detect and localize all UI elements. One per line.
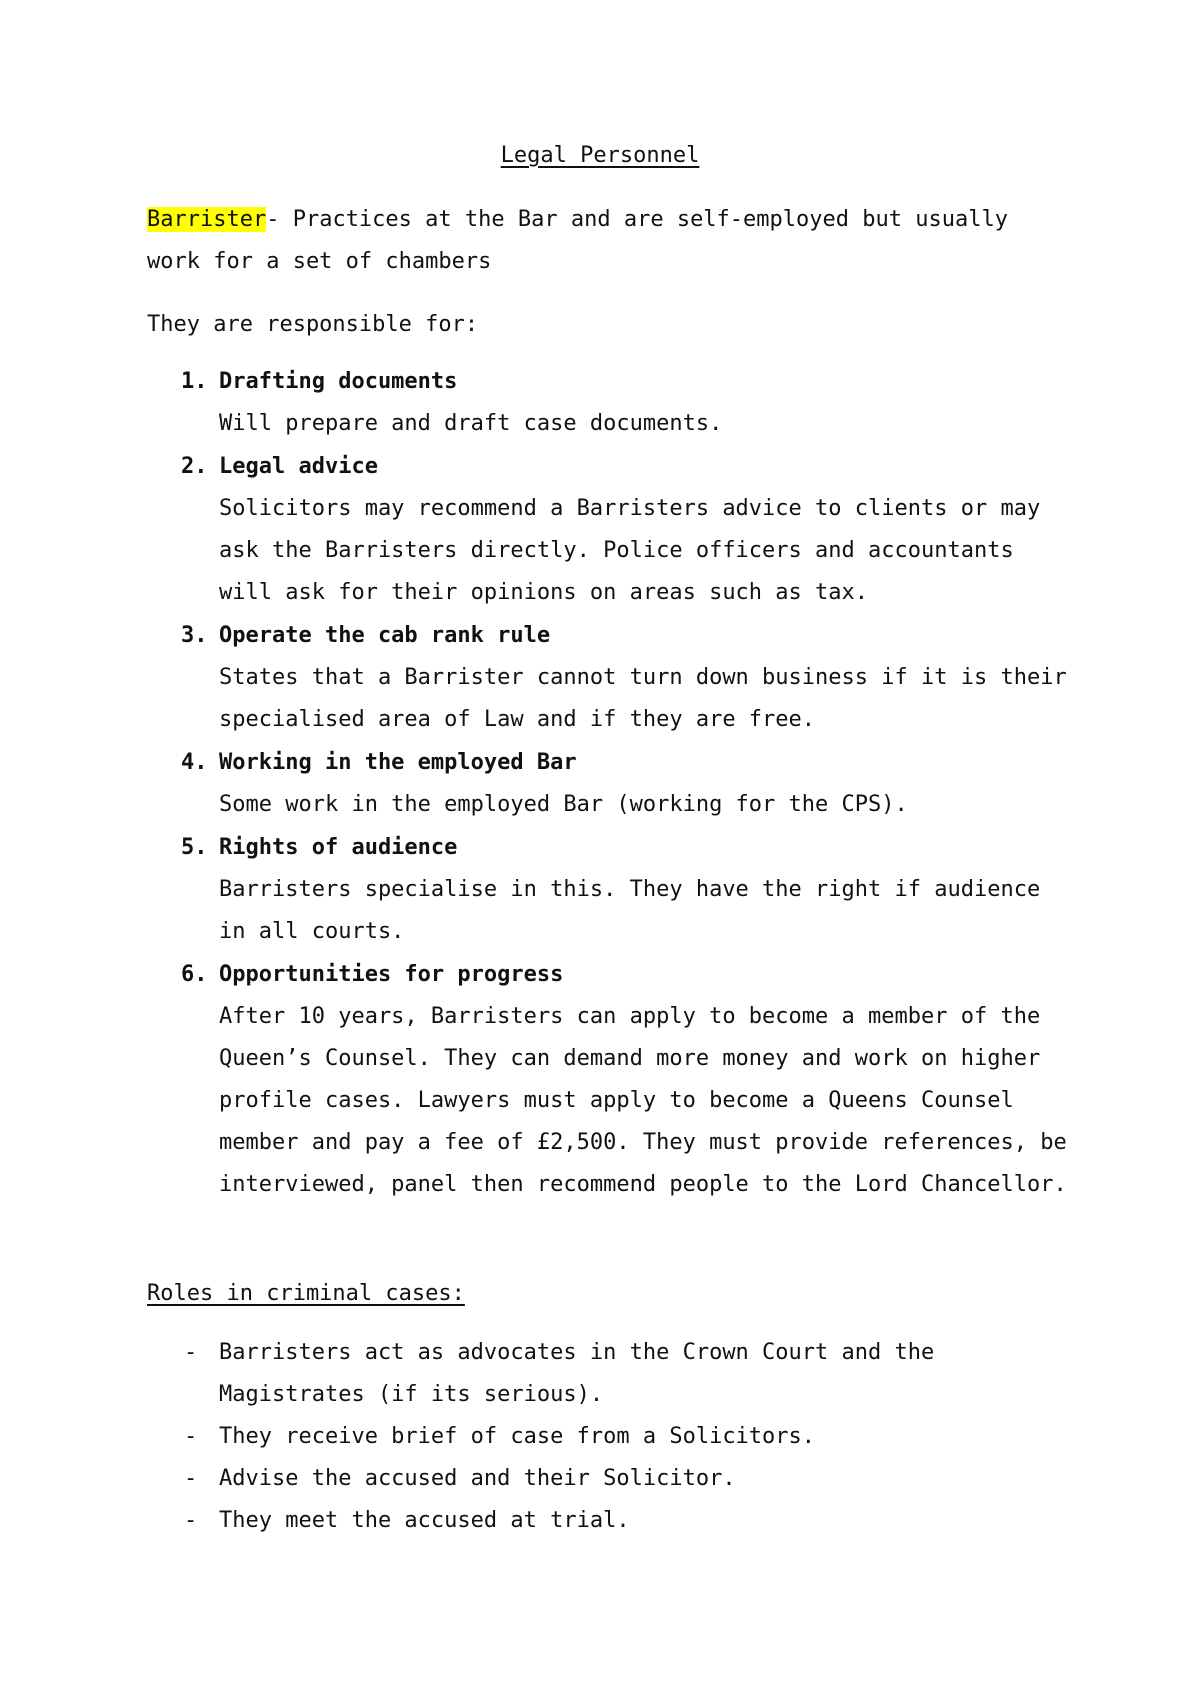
intro-paragraph bbox=[147, 199, 1067, 283]
item-number: 6. bbox=[181, 962, 208, 987]
item-heading: Opportunities for progress bbox=[219, 962, 564, 987]
item-number: 3. bbox=[181, 623, 208, 648]
item-heading: Rights of audience bbox=[219, 835, 458, 860]
list-item bbox=[147, 954, 1067, 1206]
responsibilities-lead: They are responsible for: bbox=[147, 312, 479, 337]
bullet-text: Advise the accused and their Solicitor. bbox=[219, 1466, 736, 1491]
criminal-roles-heading: Roles in criminal cases: bbox=[147, 1281, 465, 1306]
item-description: Barristers specialise in this. They have the right if audience in all courts. bbox=[219, 877, 1041, 944]
item-heading: Drafting documents bbox=[219, 369, 458, 394]
page-title: Legal Personnel bbox=[500, 143, 700, 168]
criminal-roles-list bbox=[147, 1332, 1067, 1542]
bullet-marker: - bbox=[184, 1466, 198, 1491]
bullet-marker: - bbox=[184, 1340, 198, 1365]
list-item bbox=[147, 1500, 1067, 1542]
item-number: 4. bbox=[181, 750, 208, 775]
list-item bbox=[147, 361, 1067, 445]
list-item bbox=[147, 1332, 1067, 1416]
bullet-marker: - bbox=[184, 1424, 198, 1449]
item-description: States that a Barrister cannot turn down business if it is their specialised area of Law and if they are free. bbox=[219, 665, 1067, 732]
list-item bbox=[147, 615, 1067, 741]
item-heading: Working in the employed Bar bbox=[219, 750, 577, 775]
barrister-term-highlight: Barrister bbox=[147, 207, 267, 232]
item-description: After 10 years, Barristers can apply to become a member of the Queen’s Counsel. They can demand more money and work on higher profile cases. Lawyers must apply to become a Queens Counsel member and pay a fee of £2,500. They must provide references, be interviewed, panel then recommend people to the Lord Chancellor. bbox=[219, 1004, 1067, 1197]
responsibilities-list bbox=[147, 361, 1067, 1207]
bullet-text: Barristers act as advocates in the Crown Court and the Magistrates (if its serious). bbox=[219, 1340, 935, 1407]
item-heading: Legal advice bbox=[219, 454, 378, 479]
bullet-text: They meet the accused at trial. bbox=[219, 1508, 630, 1533]
list-item bbox=[147, 1416, 1067, 1458]
bullet-text: They receive brief of case from a Solicitors. bbox=[219, 1424, 816, 1449]
item-number: 1. bbox=[181, 369, 208, 394]
item-description: Some work in the employed Bar (working for the CPS). bbox=[219, 792, 908, 817]
list-item bbox=[147, 742, 1067, 826]
item-number: 2. bbox=[181, 454, 208, 479]
item-heading: Operate the cab rank rule bbox=[219, 623, 551, 648]
item-number: 5. bbox=[181, 835, 208, 860]
list-item bbox=[147, 446, 1067, 614]
bullet-marker: - bbox=[184, 1508, 198, 1533]
intro-text: - Practices at the Bar and are self-employed but usually work for a set of chambers bbox=[147, 207, 1008, 274]
item-description: Solicitors may recommend a Barristers advice to clients or may ask the Barristers directly. Police officers and accountants will ask for their opinions on areas such as tax. bbox=[219, 496, 1041, 605]
item-description: Will prepare and draft case documents. bbox=[219, 411, 723, 436]
list-item bbox=[147, 827, 1067, 953]
list-item bbox=[147, 1458, 1067, 1500]
